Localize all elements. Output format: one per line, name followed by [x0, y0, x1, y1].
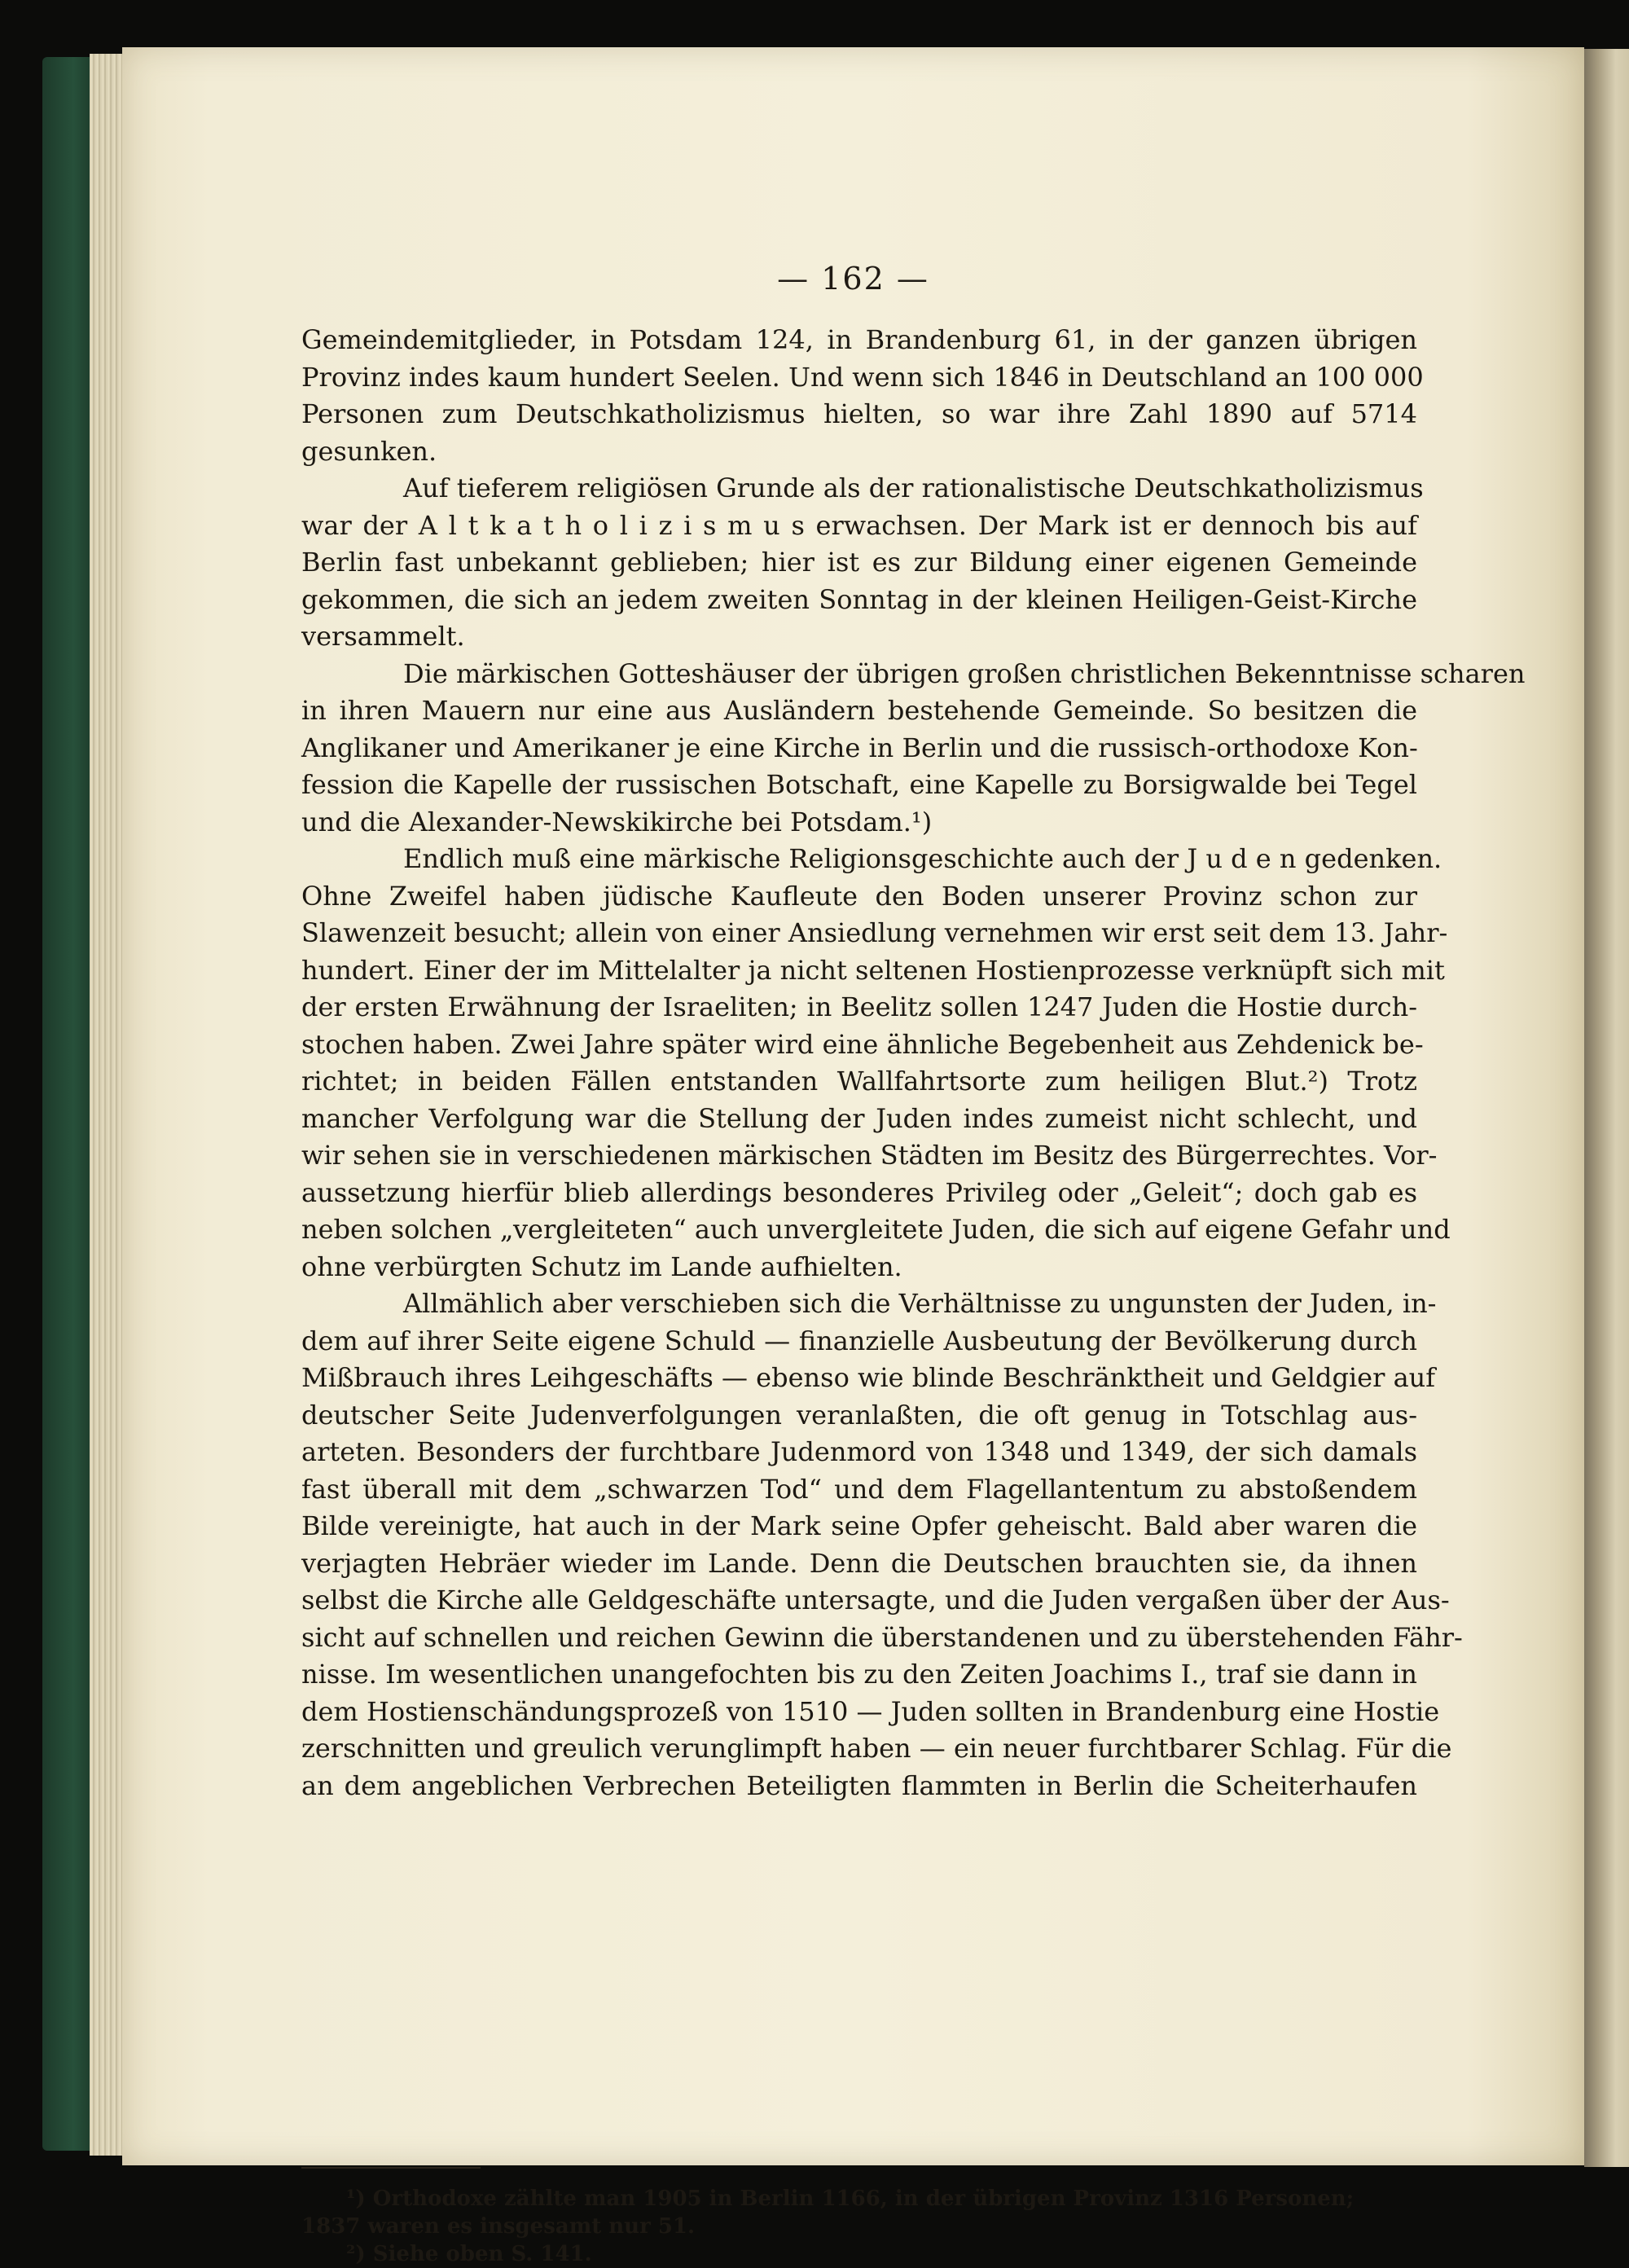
text-line: aussetzung hierfür blieb allerdings besonderes Privileg oder „Geleit“; doch gab es — [301, 1176, 1417, 1208]
text-line: verjagten Hebräer wieder im Lande. Denn die Deutschen brauchten sie, da ihnen — [301, 1547, 1417, 1579]
book-gutter — [1584, 49, 1629, 2167]
footnote-1: ¹) Orthodoxe zählte man 1905 in Berlin 1166, in der übrigen Provinz 1316 Personen; — [346, 2187, 1355, 2211]
text-line: Mißbrauch ihres Leihgeschäfts — ebenso wie blinde Beschränktheit und Geldgier auf — [301, 1362, 1436, 1393]
text-line: deutscher Seite Judenverfolgungen veranlaßten, die oft genug in Totschlag aus- — [301, 1399, 1417, 1431]
text-line: an dem angeblichen Verbrechen Beteiligten flammten in Berlin die Scheiterhaufen — [301, 1769, 1417, 1801]
text-line: richtet; in beiden Fällen entstanden Wallfahrtsorte zum heiligen Blut.²) Trotz — [301, 1066, 1417, 1097]
text-line: Provinz indes kaum hundert Seelen. Und wenn sich 1846 in Deutschland an 100 000 — [301, 361, 1424, 393]
text-line: Anglikaner und Amerikaner je eine Kirche in Berlin und die russisch-orthodoxe Kon- — [301, 732, 1418, 763]
text-line: arteten. Besonders der furchtbare Judenmord von 1348 und 1349, der sich damals — [301, 1436, 1417, 1467]
text-line: Gemeindemitglieder, in Potsdam 124, in Brandenburg 61, in der ganzen übrigen — [301, 324, 1417, 355]
text-line: Ohne Zweifel haben jüdische Kaufleute den Boden unserer Provinz schon zur — [301, 880, 1417, 912]
text-line: Auf tieferem religiösen Grunde als der rationalistische Deutschkatholizismus — [403, 472, 1424, 503]
text-line: Allmählich aber verschieben sich die Verhältnisse zu ungunsten der Juden, in- — [403, 1288, 1437, 1319]
text-line: selbst die Kirche alle Geldgeschäfte untersagte, und die Juden vergaßen über der Aus- — [301, 1585, 1450, 1615]
text-line: nisse. Im wesentlichen unangefochten bis zu den Zeiten Joachims I., traf sie dann in — [301, 1659, 1417, 1690]
text-line: sicht auf schnellen und reichen Gewinn die überstandenen und zu überstehenden Fähr- — [301, 1621, 1463, 1653]
text-line: zerschnitten und greulich verunglimpft haben — ein neuer furchtbarer Schlag. Für die — [301, 1733, 1452, 1764]
text-line: fast überall mit dem „schwarzen Tod“ und dem Flagellantentum zu abstoßendem — [301, 1473, 1417, 1505]
page-number: — 162 — — [777, 261, 929, 297]
paragraph — [301, 841, 1451, 1286]
text-line: und die Alexander-Newskikirche bei Potsdam.¹) — [301, 806, 933, 837]
text-line: gekommen, die sich an jedem zweiten Sonntag in der kleinen Heiligen-Geist-Kirche — [301, 583, 1417, 615]
text-line: wir sehen sie in verschiedenen märkischen Städten im Besitz des Bürgerrechtes. Vor- — [301, 1140, 1438, 1171]
text-line: war der A l t k a t h o l i z i s m u s erwachsen. Der Mark ist er dennoch bis auf — [301, 509, 1417, 541]
text-line: Die märkischen Gotteshäuser der übrigen großen christlichen Bekenntnisse scharen — [403, 657, 1526, 689]
text-line: Berlin fast unbekannt geblieben; hier ist es zur Bildung einer eigenen Gemeinde — [301, 547, 1417, 578]
footnote-divider — [301, 2167, 481, 2169]
text-line: Bilde vereinigte, hat auch in der Mark seine Opfer geheischt. Bald aber waren die — [301, 1510, 1417, 1541]
footnotes — [301, 2185, 1417, 2268]
text-line: dem auf ihrer Seite eigene Schuld — finanzielle Ausbeutung der Bevölkerung durch — [301, 1325, 1417, 1356]
text-line: in ihren Mauern nur eine aus Ausländern bestehende Gemeinde. So besitzen die — [301, 695, 1417, 726]
text-line: gesunken. — [301, 435, 437, 467]
text-line: fession die Kapelle der russischen Botschaft, eine Kapelle zu Borsigwalde bei Tegel — [301, 769, 1417, 800]
text-line: Slawenzeit besucht; allein von einer Ansiedlung vernehmen wir erst seit dem 13. Jahr- — [301, 917, 1448, 948]
text-line: Personen zum Deutschkatholizismus hielten, so war ihre Zahl 1890 auf 5714 — [301, 398, 1417, 429]
text-line: stochen haben. Zwei Jahre später wird eine ähnliche Begebenheit aus Zehdenick be- — [301, 1028, 1424, 1060]
paragraph — [301, 1286, 1463, 1804]
footnote-2: ²) Siehe oben S. 141. — [346, 2242, 592, 2266]
paragraph — [301, 322, 1424, 470]
body-text — [301, 322, 1526, 1804]
paragraph — [301, 470, 1424, 656]
text-line: Endlich muß eine märkische Religionsgeschichte auch der J u d e n gedenken. — [403, 843, 1442, 874]
footnote-1-continued: 1837 waren es insgesamt nur 51. — [301, 2214, 696, 2239]
text-line: ohne verbürgten Schutz im Lande aufhielten. — [301, 1250, 902, 1282]
text-line: neben solchen „vergleiteten“ auch unvergleitete Juden, die sich auf eigene Gefahr und — [301, 1214, 1451, 1245]
paragraph — [301, 656, 1526, 842]
text-line: versammelt. — [301, 621, 465, 652]
text-line: hundert. Einer der im Mittelalter ja nicht seltenen Hostienprozesse verknüpft sich mit — [301, 954, 1445, 986]
text-line: dem Hostienschändungsprozeß von 1510 — Juden sollten in Brandenburg eine Hostie — [301, 1695, 1440, 1727]
text-line: mancher Verfolgung war die Stellung der Juden indes zumeist nicht schlecht, und — [301, 1102, 1417, 1134]
text-line: der ersten Erwähnung der Israeliten; in Beelitz sollen 1247 Juden die Hostie durch- — [301, 991, 1417, 1022]
